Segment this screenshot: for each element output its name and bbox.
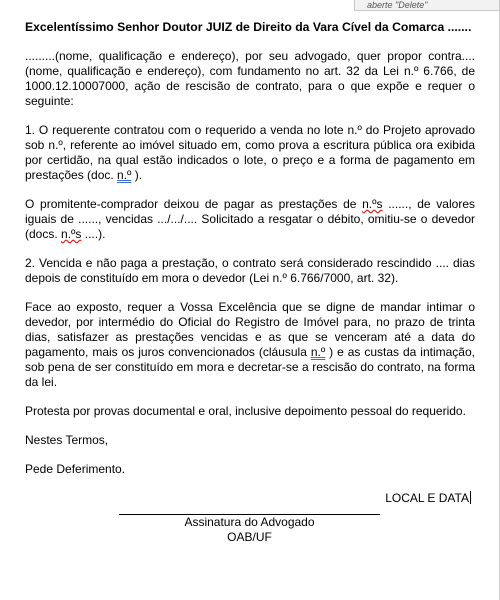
text-segment: ......, de valores iguais de ......, vencidas .../.../.... Solicitado a resgatar o débito, omitiu-se o devedor (docs.	[25, 197, 475, 241]
installments-ref: n.ºs	[362, 197, 383, 211]
paragraph-item-1	[25, 123, 475, 183]
oab-label: OAB/UF	[227, 530, 272, 544]
paragraph-item-2: 2. Vencida e não paga a prestação, o contrato será considerado rescindido .... dias depois de constituído em mora o devedor (Lei n.º 6.766/7000, art. 32).	[25, 256, 475, 285]
text-segment: O promitente-comprador deixou de pagar as prestações de	[25, 197, 363, 211]
doc-number-ref: n.º	[117, 168, 132, 182]
intro-paragraph: .........(nome, qualificação e endereço), por seu advogado, quer propor contra.... (nome, qualificação e endereço), com fundamento no art. 32 da Lei n.º 6.766, de 1000.12.10007000, ação de rescisão de contrato, para o que expõe e requer o seguinte:	[25, 49, 475, 108]
text-segment: ).	[131, 168, 143, 182]
request-line: Pede Deferimento.	[25, 462, 126, 476]
signature-label: Assinatura do Advogado	[184, 515, 315, 529]
tooltip: aberte "Delete"	[354, 0, 500, 11]
place-date-text: LOCAL E DATA	[385, 491, 469, 505]
text-segment: ) e as custas da intimação, sob pena de ser constituído em mora e decretar-se a rescisão do contrato, na forma da lei.	[25, 345, 475, 389]
paragraph-protest: Protesta por provas documental e oral, inclusive depoimento pessoal do requerido.	[25, 404, 466, 418]
document-heading: Excelentíssimo Senhor Doutor JUIZ de Direito da Vara Cível da Comarca .......	[25, 20, 472, 34]
text-segment: ....).	[81, 227, 106, 241]
closing-line: Nestes Termos,	[25, 433, 109, 447]
clause-ref: n.º	[310, 345, 326, 359]
place-date-line[interactable]	[25, 491, 475, 506]
text-cursor	[470, 491, 471, 504]
paragraph-request	[25, 300, 475, 390]
document-body	[25, 20, 475, 506]
docs-ref: n.ºs	[61, 227, 82, 241]
text-segment: Face ao exposto, requer a Vossa Excelência que se digne de mandar intimar o devedor, por intermédio do Oficial do Registro de Imóvel para, no prazo de trinta dias, satisfazer as prestações vencidas e as que se venceram até a data do pagamento, mais os juros convencionados (cláusula	[25, 300, 475, 359]
text-segment: 1. O requerente contratou com o requerido a venda no lote n.º do Projeto aprovado sob n.º, referente ao imóvel situado em, como prova a escritura pública ora exibida por certidão, na qual estão indicados o lote, o preço e a forma de pagamento em prestações (doc.	[25, 123, 475, 182]
paragraph-default	[25, 197, 475, 242]
